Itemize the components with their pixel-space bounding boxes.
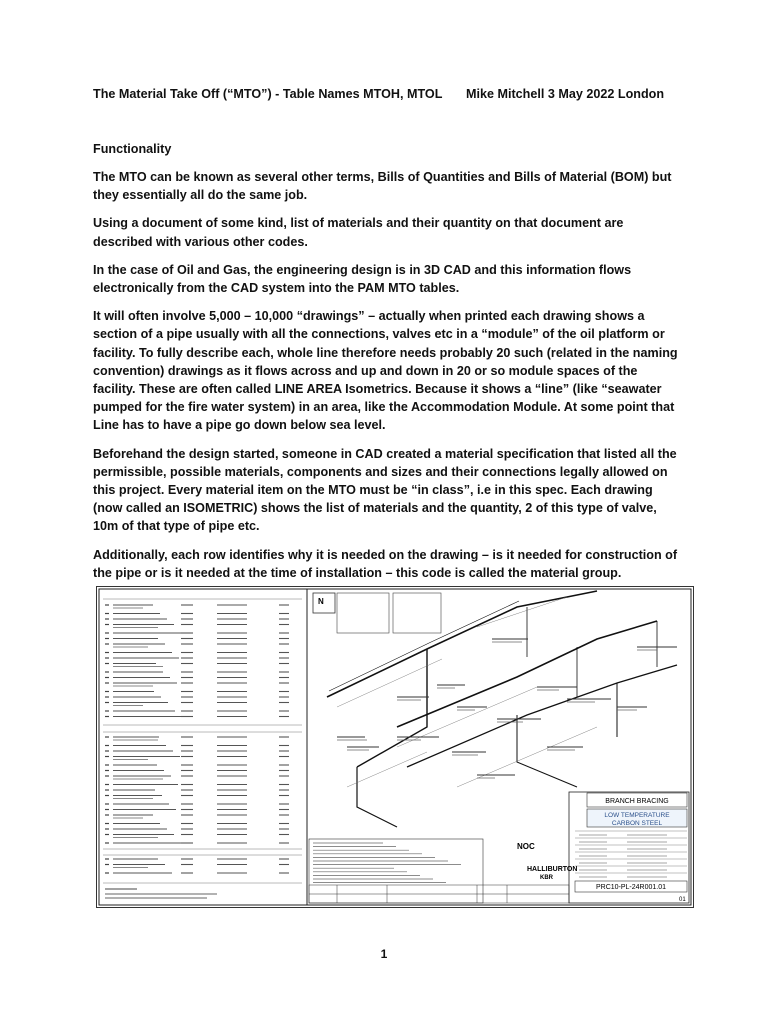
document-title: The Material Take Off (“MTO”) - Table Names MTOH, MTOL — [93, 87, 443, 101]
drawing-annotations — [337, 639, 677, 778]
client-logo-text: NOC — [517, 842, 535, 851]
company-logo-text-2: KBR — [540, 875, 553, 881]
drawing-number: PRC10-PL-24R001.01 — [595, 884, 667, 891]
paragraph-1: The MTO can be known as several other terms, Bills of Quantities and Bills of Material (BOM) but they essentially all do the same job. — [93, 170, 672, 203]
notes-block — [309, 839, 483, 903]
isometric-drawing-svg — [97, 587, 693, 907]
notes-lines — [313, 843, 461, 883]
title-block-label-1: BRANCH BRACING — [605, 798, 669, 805]
paragraph-5: Beforehand the design started, someone in CAD created a material specification that listed all the permissible, possible materials, components and sizes and their connections legally allowed on this project. Every material item on the MTO must be “in class”, i.e in this spec. Each drawing (now called an ISOMETRIC) shows the list of materials and the quantity, 2 of this type of valve, 10m of that type of pipe etc. — [93, 446, 677, 534]
section-heading: Functionality — [93, 142, 172, 156]
title-block-label-2: LOW TEMPERATURE — [604, 812, 670, 819]
document-header — [93, 87, 693, 101]
key-plan-box — [337, 593, 389, 633]
key-plan-box-2 — [393, 593, 441, 633]
paragraph-4: It will often involve 5,000 – 10,000 “drawings” – actually when printed each drawing shows a section of a pipe usually with all the connections, valves etc in a “module” of the oil platform or facility. To fully describe each, whole line therefore needs probably 20 such (related in the naming convention) drawings as it flows across and up and down in 20 or so module spaces of the facility. These are often called LINE AREA Isometrics. Because it shows a “line” (like “seawater pumped for the fire water system) in an area, like the Accommodation Module. At some point that Line has to have a pipe go down below sea level. — [93, 309, 678, 433]
body-text — [93, 168, 683, 592]
material-list-table — [103, 599, 302, 883]
company-logo-text-1: HALLIBURTON — [527, 866, 578, 873]
sheet-number: 01 — [679, 897, 686, 903]
isometric-drawing-figure — [96, 586, 694, 908]
title-block — [517, 792, 689, 903]
paragraph-3: In the case of Oil and Gas, the engineering design is in 3D CAD and this information flows electronically from the CAD system into the PAM MTO tables. — [93, 262, 632, 296]
author-line: Mike Mitchell 3 May 2022 London — [466, 87, 665, 101]
material-list-rows — [105, 605, 289, 898]
title-block-label-3: CARBON STEEL — [611, 820, 663, 827]
page-number: 1 — [380, 947, 388, 961]
paragraph-6: Additionally, each row identifies why it is needed on the drawing – is it needed for construction of the pipe or is it needed at the time of installation – this code is called the material group. — [93, 547, 678, 580]
paragraph-2: Using a document of some kind, list of materials and their quantity on that document are described with various other codes. — [93, 216, 624, 249]
revision-block — [309, 885, 569, 903]
north-arrow-box — [313, 593, 335, 613]
north-arrow-icon: N — [318, 597, 324, 606]
pipe-route — [327, 591, 677, 827]
